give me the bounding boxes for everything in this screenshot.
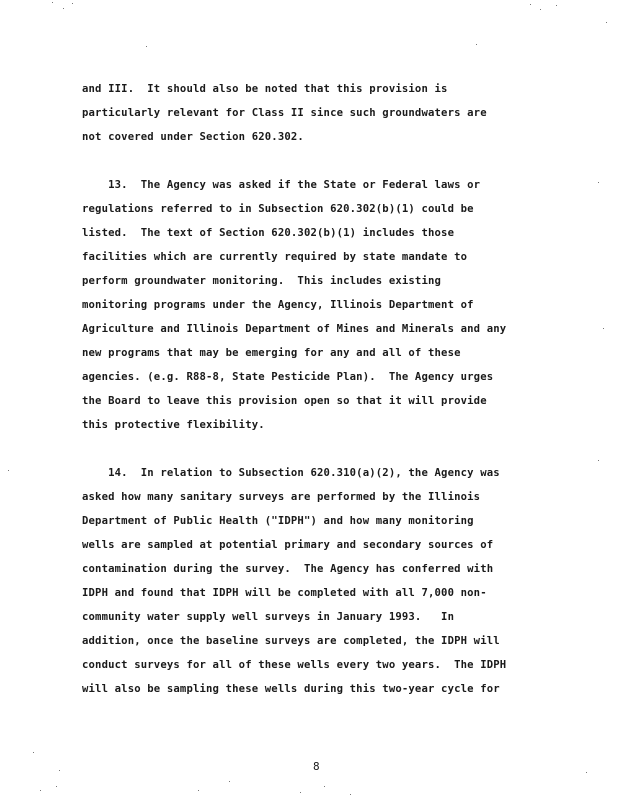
text-line: Agriculture and Illinois Department of Mines and Minerals and any — [82, 323, 507, 335]
text-line: 14. In relation to Subsection 620.310(a)(2), the Agency was — [82, 467, 500, 479]
text-line: monitoring programs under the Agency, Illinois Department of — [82, 299, 474, 311]
text-line: and III. It should also be noted that this provision is — [82, 83, 448, 95]
text-line: this protective flexibility. — [82, 419, 265, 431]
text-line: Department of Public Health ("IDPH") and how many monitoring — [82, 515, 474, 527]
text-line: particularly relevant for Class II since such groundwaters are — [82, 107, 487, 119]
text-line: regulations referred to in Subsection 620.302(b)(1) could be — [82, 203, 474, 215]
text-line: the Board to leave this provision open so that it will provide — [82, 395, 487, 407]
text-line: listed. The text of Section 620.302(b)(1) includes those — [82, 227, 455, 239]
page-number: 8 — [313, 760, 320, 773]
text-line: contamination during the survey. The Agency has conferred with — [82, 563, 494, 575]
text-line: new programs that may be emerging for any and all of these — [82, 347, 461, 359]
text-line: wells are sampled at potential primary and secondary sources of — [82, 539, 494, 551]
text-line: addition, once the baseline surveys are completed, the IDPH will — [82, 635, 500, 647]
text-line: asked how many sanitary surveys are performed by the Illinois — [82, 491, 481, 503]
text-line: 13. The Agency was asked if the State or Federal laws or — [82, 179, 481, 191]
text-line: agencies. (e.g. R88-8, State Pesticide Plan). The Agency urges — [82, 371, 494, 383]
text-line: will also be sampling these wells during this two-year cycle for — [82, 683, 500, 695]
text-line: not covered under Section 620.302. — [82, 131, 304, 143]
text-line: conduct surveys for all of these wells every two years. The IDPH — [82, 659, 507, 671]
text-line: IDPH and found that IDPH will be completed with all 7,000 non- — [82, 587, 487, 599]
text-line: community water supply well surveys in January 1993. In — [82, 611, 455, 623]
text-line: perform groundwater monitoring. This includes existing — [82, 275, 442, 287]
text-line: facilities which are currently required by state mandate to — [82, 251, 468, 263]
